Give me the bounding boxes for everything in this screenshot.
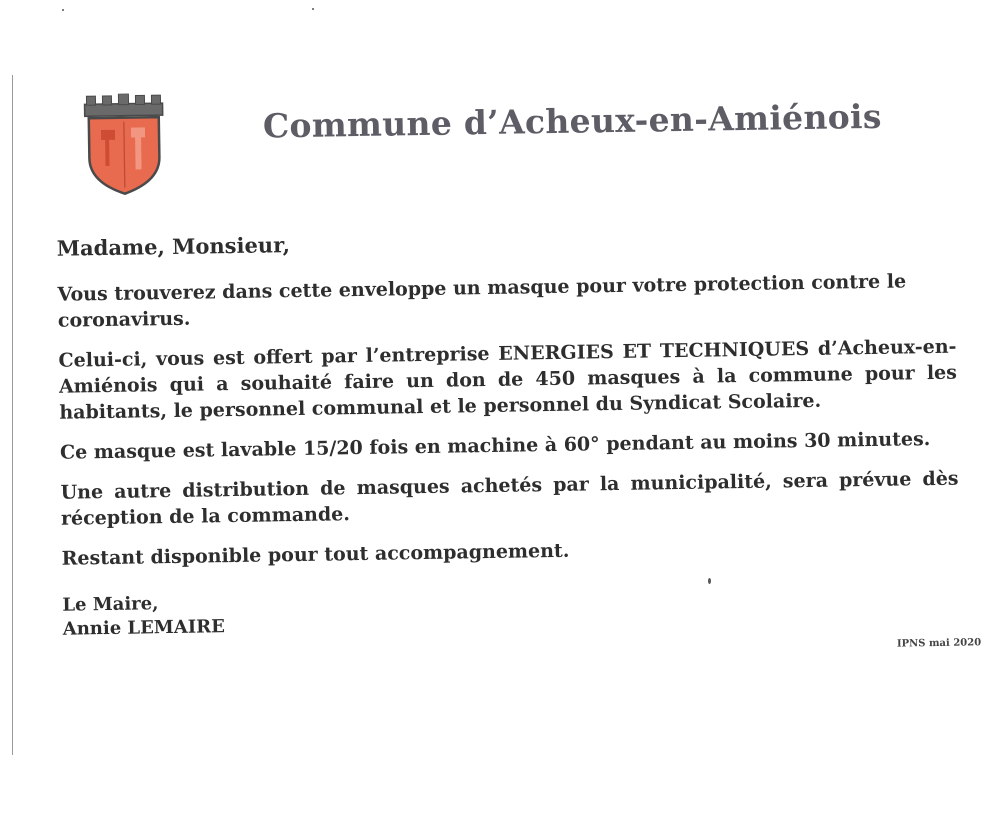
letter-body [57,222,961,642]
paragraph-washing: Ce masque est lavable 15/20 fois en machine à 60° pendant au moins 30 minutes. [59,428,931,464]
scan-speck [312,8,314,10]
salutation: Madame, Monsieur, [56,232,291,261]
letter [40,55,990,710]
signature-name: Annie LEMAIRE [62,616,225,640]
paragraph-closing: Restant disponible pour tout accompagnement. [61,539,570,570]
paragraph-mask-enclosed: Vous trouverez dans cette enveloppe un masque pour votre protection contre le coronavirus. [57,270,907,332]
scan-speck [62,9,64,11]
paragraph-donation: Celui-ci, vous est offert par l’entreprise ENERGIES ET TECHNIQUES d’Acheux-en-Amiénois qui a souhaité faire un don de 450 masques à la commune pour les habitants, le personnel communal et le personnel du Syndicat Scolaire. [58,335,958,424]
scan-speck [708,578,711,584]
scan-edge-line [12,75,13,755]
signature-block [62,580,961,642]
commune-title: Commune d’Acheux-en-Amiénois [262,96,883,146]
coat-of-arms-icon [78,93,170,196]
ipns-notice: IPNS mai 2020 [896,637,982,650]
paragraph-distribution: Une autre distribution de masques achetés par la municipalité, sera prévue dès réception de la commande. [60,467,959,530]
signature-role: Le Maire, [62,593,159,616]
